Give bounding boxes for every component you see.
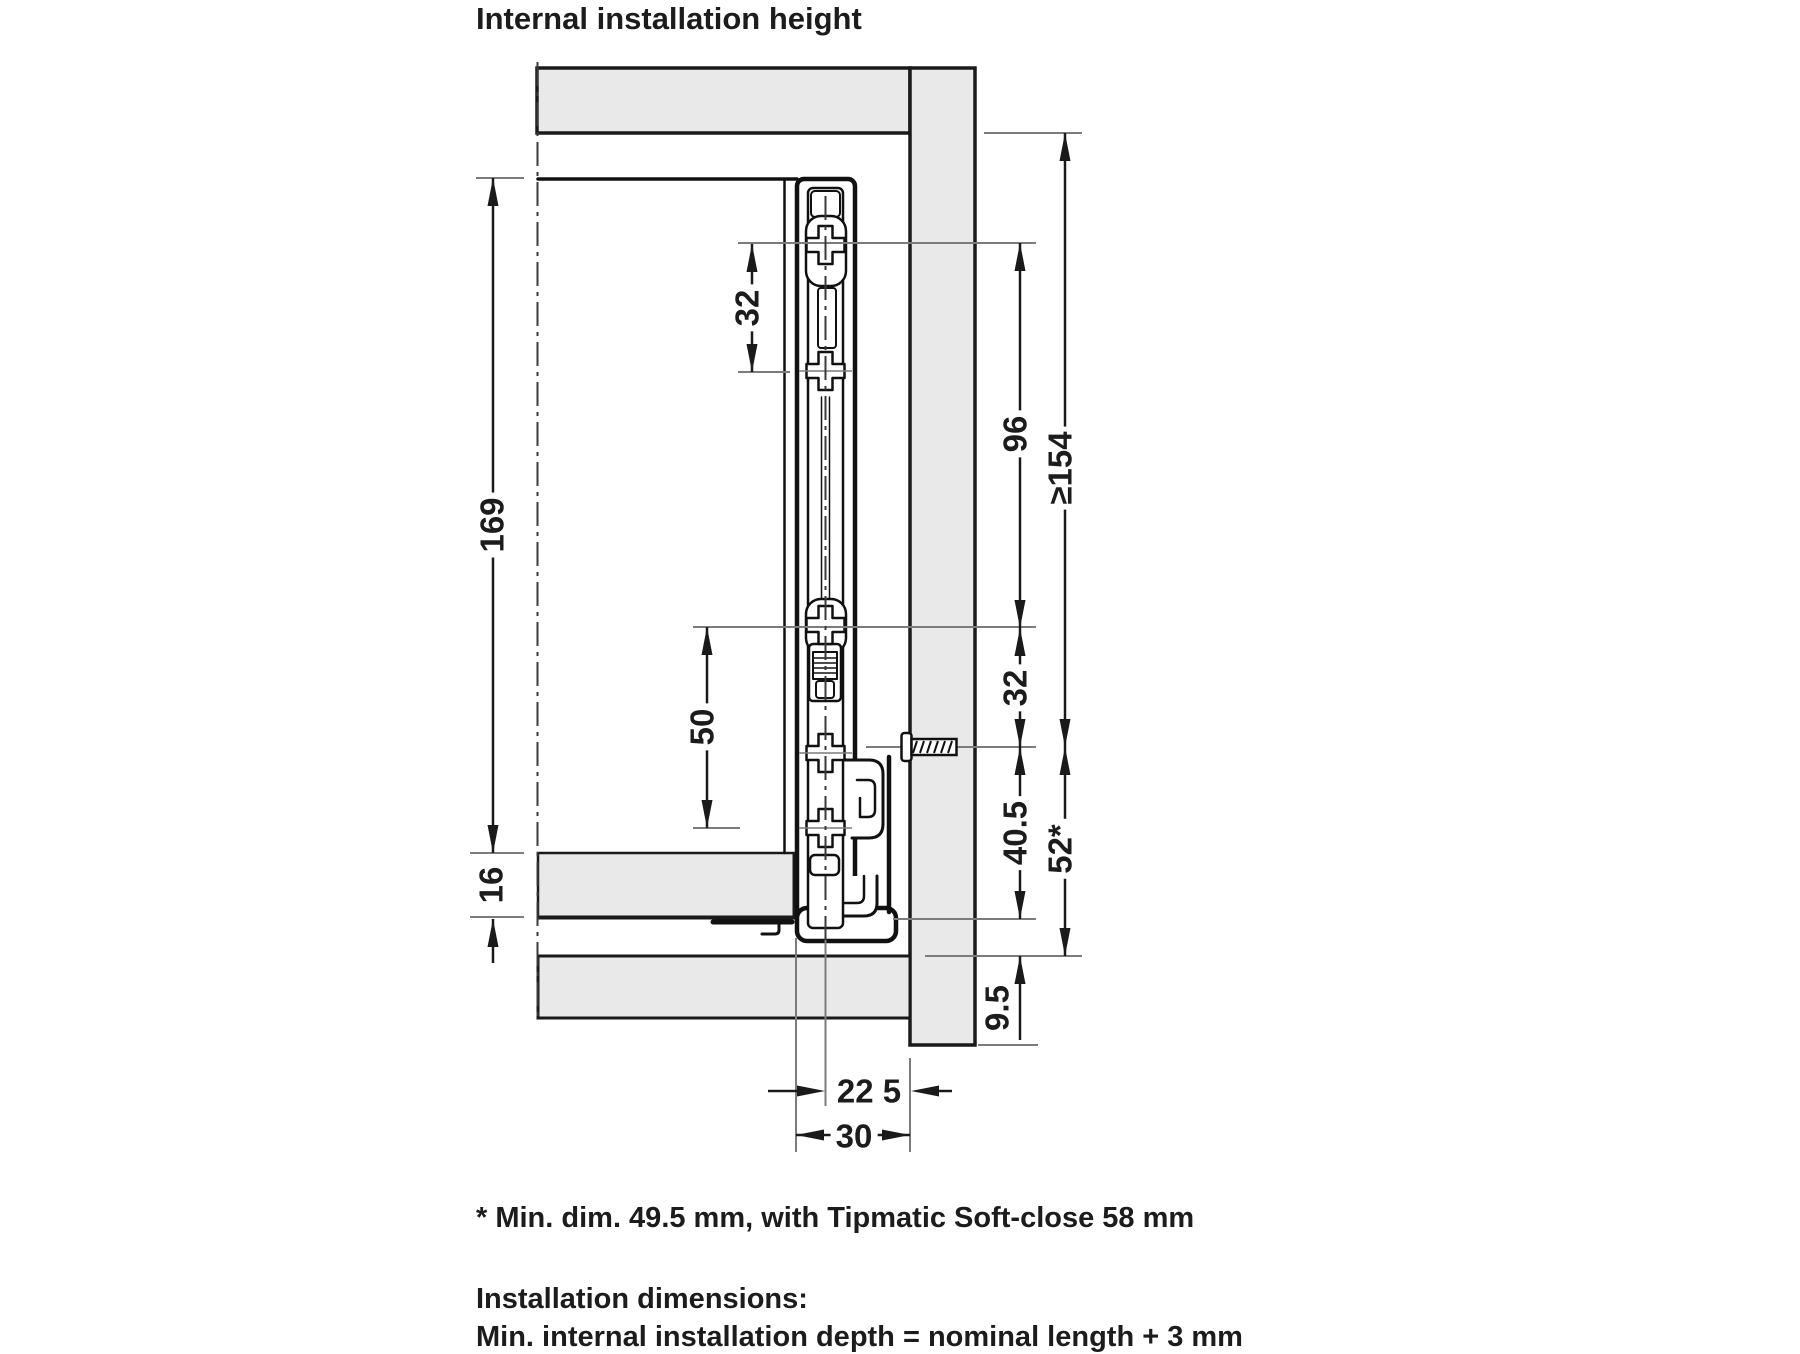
dim-label-32-top: 32 [730, 285, 765, 332]
dim-label-min154: ≥154 [1043, 426, 1078, 509]
dim-label-169: 169 [475, 492, 510, 557]
dim-label-96: 96 [998, 411, 1033, 458]
cabinet-side-panel [910, 68, 975, 1045]
footnote-installation-rule: Min. internal installation depth = nominal length + 3 mm [476, 1321, 1243, 1353]
footnote-asterisk: * Min. dim. 49.5 mm, with Tipmatic Soft-close 58 mm [476, 1202, 1195, 1234]
dim-label-22-5: 22 5 [832, 1074, 906, 1109]
dim-label-40-5: 40.5 [998, 796, 1033, 870]
drawer-bottom-panel [538, 853, 796, 918]
dim-label-50: 50 [685, 704, 720, 751]
cabinet-panels [537, 68, 975, 1045]
cabinet-bottom-rail [538, 956, 910, 1018]
dim-label-32-right: 32 [998, 665, 1033, 712]
cabinet-top-panel [537, 68, 910, 133]
footnote-installation-heading: Installation dimensions: [476, 1283, 808, 1315]
dim-label-30: 30 [831, 1119, 878, 1154]
dim-label-16: 16 [474, 862, 509, 909]
dim-label-9-5: 9.5 [980, 980, 1015, 1036]
page-title: Internal installation height [476, 1, 862, 36]
dim-label-52: 52* [1043, 819, 1078, 879]
